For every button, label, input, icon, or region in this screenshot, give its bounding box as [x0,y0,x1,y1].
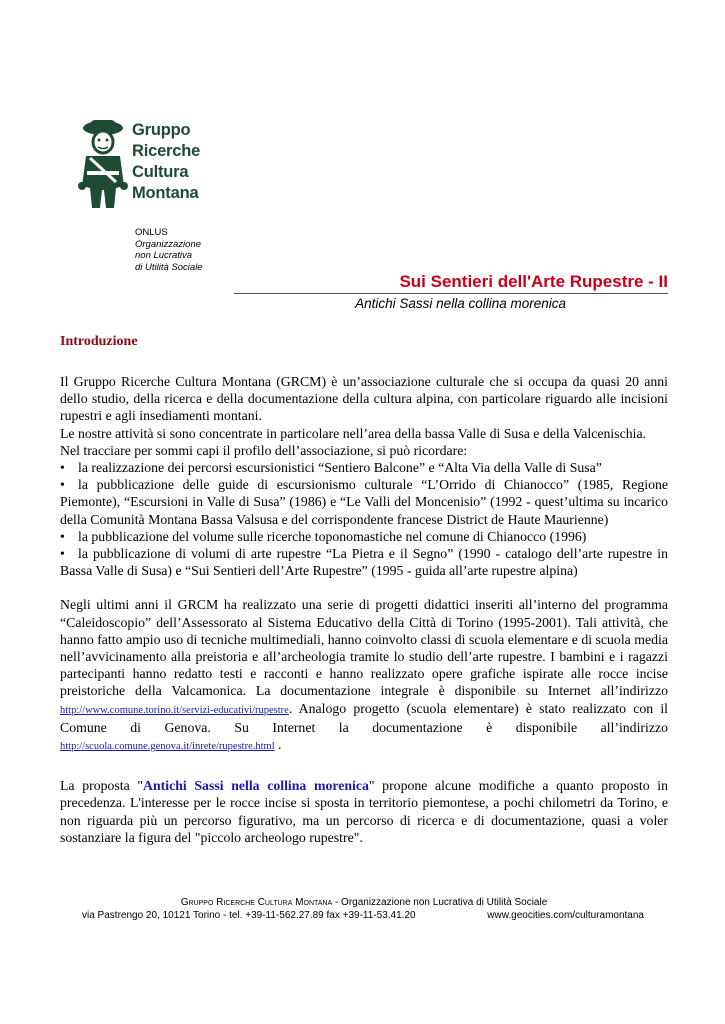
bullet-item [60,545,668,579]
paragraph-4-text-b: . Analogo progetto (scuola elementare) è stato realizzato con il Comune di Genova. Su Internet la documentazione è disponibile all’indirizzo [60,700,668,735]
paragraph-3: Nel tracciare per sommi capi il profilo dell’associazione, si può ricordare: [60,442,468,458]
footer-line-1 [60,897,668,910]
title-divider [234,293,668,294]
document-title: Sui Sentieri dell'Arte Rupestre - II [399,272,668,291]
section-heading: Introduzione [60,334,138,349]
bullet-text: la realizzazione dei percorsi escursionistici “Sentiero Balcone” e “Alta Via della Valle di Susa” [78,460,602,476]
logo-line-4: Montana [132,184,199,202]
bullet-item [60,476,668,528]
bullet-text: la pubblicazione delle guide di escursionismo culturale “L’Orrido di Chianocco” (1985, Regione Piemonte), “Escursioni in Valle di Susa” (1986) e “Le Valli del Moncenisio” (1992 - quest’ultima su incarico della Comunità Montana Bassa Valsusa e del corrispondente francese District de Haute Maurienne) [60,477,668,527]
paragraph-1: Il Gruppo Ricerche Cultura Montana (GRCM) è un’associazione culturale che si occupa da quasi 20 anni dello studio, della ricerca e della documentazione della cultura alpina, con particolare riguardo alle incisioni rupestri e agli insediamenti montani. [60,374,668,424]
bullet-item [60,528,668,545]
paragraph-2: Le nostre attività si sono concentrate in particolare nell’area della bassa Valle di Susa e della Valcenischia. [60,425,647,441]
logo-line-1: Gruppo [132,121,191,139]
logo-line-3: Cultura [132,163,189,181]
onlus-line-2: Organizzazione [135,238,202,250]
logo-line-2: Ricerche [132,142,201,160]
paragraph-spacer [60,579,668,596]
logo-wordmark [132,120,200,204]
footer-address: via Pastrengo 20, 10121 Torino - tel. +39-11-562.27.89 fax +39-11-53.41.20 [82,909,416,921]
document-subtitle: Antichi Sassi nella collina morenica [355,296,566,311]
footer-org-name: Gruppo Ricerche Cultura Montana [180,897,333,908]
paragraph-5-text-a: La proposta " [60,778,144,794]
onlus-line-4: di Utilità Sociale [135,261,203,273]
footer-org-suffix: - Organizzazione non Lucrativa di Utilità Sociale [332,897,548,908]
paragraph-5 [60,777,668,846]
page-footer [60,897,668,922]
torino-link[interactable]: http://www.comune.torino.it/servizi-educativi/rupestre [60,704,289,716]
paragraph-4-text-c: . [274,737,282,753]
footer-website: www.geocities.com/culturamontana [487,909,644,921]
bullet-text: la pubblicazione del volume sulle ricerche toponomastiche nel comune di Chianocco (1996) [78,528,587,544]
bullet-icon: • [60,546,65,562]
bullet-item [60,459,668,476]
onlus-label [135,227,203,273]
document-body [60,373,668,846]
paragraph-5-text-b: " propone alcune modifiche a quanto proposto in precedenza. L'interesse per le rocce incise si sposta in territorio piemontese, a pochi chilometri da Torino, e non riguarda più un percorso figurativo, ma un percorso di ricerca e di documentazione, quasi a voler sostanziare la figura del "piccolo archeologo rupestre". [60,778,668,845]
footer-line-2 [60,910,668,923]
onlus-line-1: ONLUS [135,227,168,238]
genova-link[interactable]: http://scuola.comune.genova.it/inrete/rupestre.html [60,741,275,753]
bullet-icon: • [60,477,65,493]
grcm-logo [76,116,216,216]
bullet-text: la pubblicazione di volumi di arte rupestre “La Pietra e il Segno” (1990 - catalogo dell’arte rupestre in Bassa Valle di Susa) e “Sui Sentieri dell’Arte Rupestre” (1995 - guida all’arte rupestre alpina) [60,546,668,579]
bullet-icon: • [60,460,65,476]
bullet-icon: • [60,528,65,544]
paragraph-4-text-a: Negli ultimi anni il GRCM ha realizzato una serie di progetti didattici inseriti all’interno del programma “Caleidoscopio” dell’Assessorato al Sistema Educativo della Città di Torino (1995-2001). Tali attività, che hanno fatto ampio uso di tecniche multimediali, hanno coinvolto classi di scuola elementare e di scuola media nell’avvicinamento alla preistoria e all’archeologia tramite lo studio dell’arte rupestre. I bambini e i ragazzi partecipanti hanno redatto testi e racconti e hanno realizzato opere grafiche ispirate alle rocce incise preistoriche della Valcamonica. La documentazione integrale è disponibile su Internet all’indirizzo [60,597,668,699]
mountain-hiker-figure-icon [76,116,132,212]
paragraph-4 [60,596,668,755]
onlus-line-3: non Lucrativa [135,250,193,261]
proposal-title: Antichi Sassi nella collina morenica [143,778,369,794]
paragraph-spacer [60,755,668,777]
